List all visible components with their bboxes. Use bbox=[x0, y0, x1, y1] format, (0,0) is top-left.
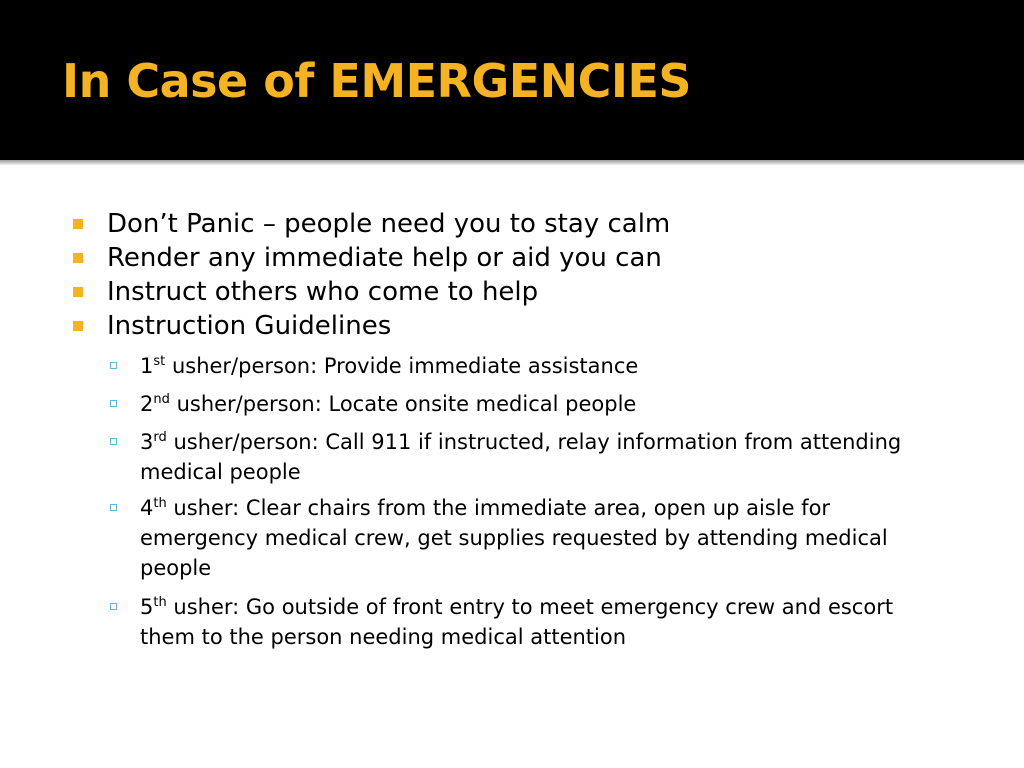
hollow-square-bullet-icon bbox=[110, 400, 117, 407]
ordinal-suffix: nd bbox=[153, 392, 170, 408]
sub-bullet-item-4 bbox=[140, 493, 940, 583]
square-bullet-icon bbox=[73, 253, 83, 263]
sub-bullet-number: 1 bbox=[140, 354, 154, 378]
sub-bullet-item-3 bbox=[140, 427, 940, 487]
bullet-item-2: Render any immediate help or aid you can bbox=[107, 243, 662, 273]
sub-bullet-text: usher: Clear chairs from the immediate area, open up aisle for emergency medical crew, get supplies requested by attending medical people bbox=[140, 496, 888, 580]
ordinal-suffix: th bbox=[153, 595, 167, 611]
hollow-square-bullet-icon bbox=[110, 603, 117, 610]
sub-bullet-text: usher: Go outside of front entry to meet emergency crew and escort them to the person needing medical attention bbox=[140, 595, 894, 649]
ordinal-suffix: th bbox=[153, 496, 167, 512]
sub-bullet-number: 5 bbox=[140, 595, 154, 619]
hollow-square-bullet-icon bbox=[110, 504, 117, 511]
ordinal-suffix: st bbox=[153, 354, 166, 370]
hollow-square-bullet-icon bbox=[110, 438, 117, 445]
bullet-item-4: Instruction Guidelines bbox=[107, 311, 392, 341]
sub-bullet-text: usher/person: Call 911 if instructed, relay information from attending medical people bbox=[140, 430, 902, 484]
sub-bullet-number: 2 bbox=[140, 392, 154, 416]
bullet-item-3: Instruct others who come to help bbox=[107, 277, 539, 307]
square-bullet-icon bbox=[73, 219, 83, 229]
square-bullet-icon bbox=[73, 321, 83, 331]
slide-title: In Case of EMERGENCIES bbox=[62, 54, 692, 108]
sub-bullet-text: usher/person: Provide immediate assistance bbox=[165, 354, 639, 378]
sub-bullet-number: 4 bbox=[140, 496, 154, 520]
sub-bullet-number: 3 bbox=[140, 430, 154, 454]
title-divider bbox=[0, 160, 1024, 165]
sub-bullet-item-5 bbox=[140, 592, 940, 652]
bullet-item-1: Don’t Panic – people need you to stay calm bbox=[107, 209, 671, 239]
title-bar bbox=[0, 0, 1024, 160]
sub-bullet-item-2 bbox=[140, 389, 940, 419]
sub-bullet-item-1 bbox=[140, 351, 940, 381]
hollow-square-bullet-icon bbox=[110, 362, 117, 369]
square-bullet-icon bbox=[73, 287, 83, 297]
ordinal-suffix: rd bbox=[153, 430, 167, 446]
sub-bullet-text: usher/person: Locate onsite medical people bbox=[169, 392, 637, 416]
